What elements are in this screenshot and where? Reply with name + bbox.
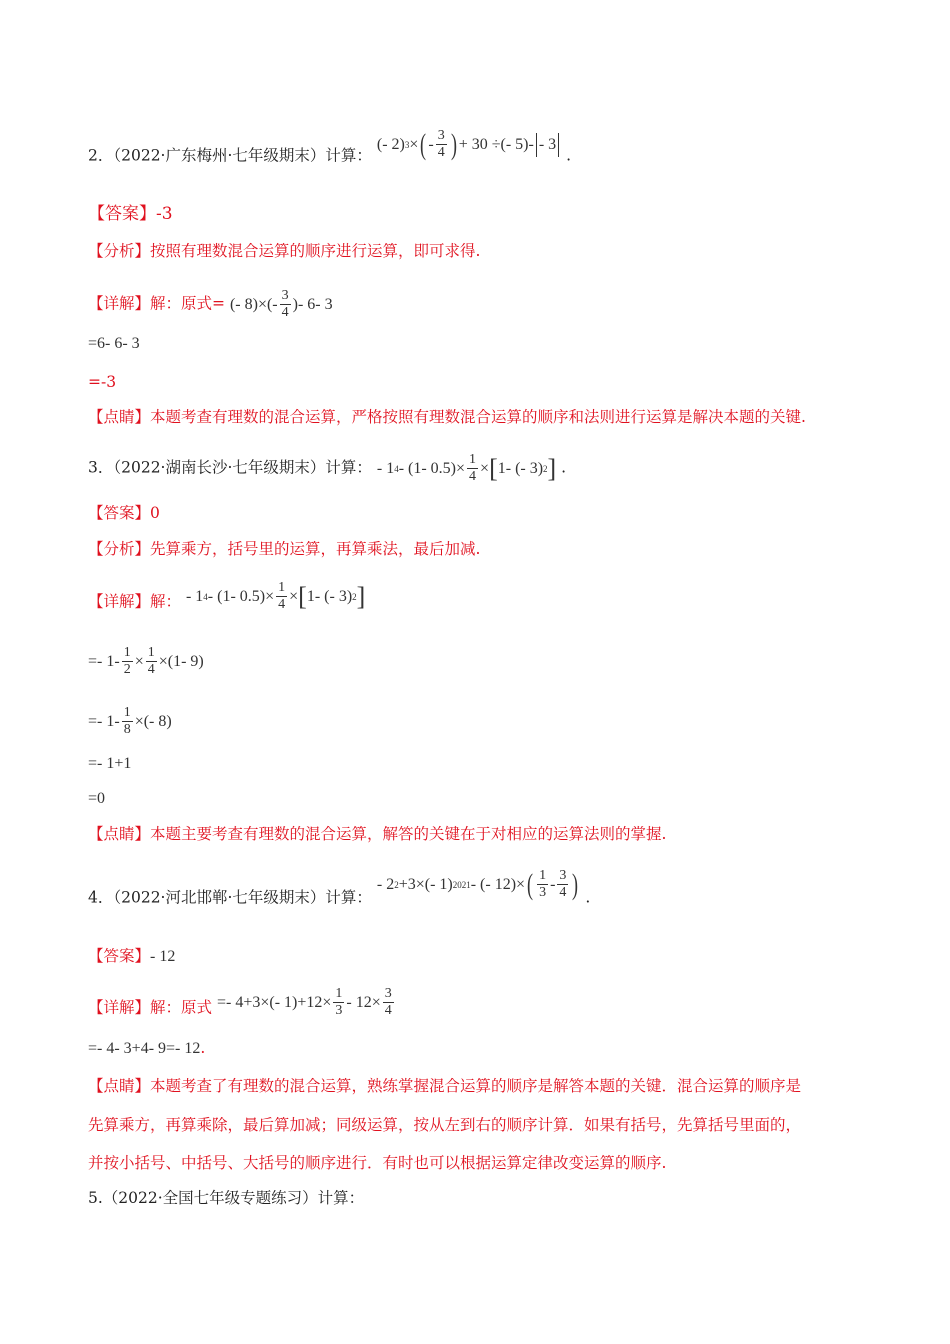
q4-comment-line3: 并按小括号、中括号、大括号的顺序进行．有时也可以根据运算定律改变运算的顺序.	[88, 1154, 667, 1172]
fraction: $\frac{3}{4}$	[384, 986, 392, 1018]
q3-step4: =0	[88, 790, 106, 807]
q3-detail-expression: - 1 4 - (1- 0.5)× $\frac{1}{4}$ × [ 1- (- 3) 2 ]	[185, 580, 366, 612]
fraction: $\frac{1}{4}$	[147, 645, 155, 677]
fraction: $\frac{3}{4}$	[437, 128, 445, 160]
q2-question: 2．（2022·广东梅州·七年级期末）计算： (- 2) 3 × ( - $\frac{3}{4}$ ) + 30 ÷(- 5)- - 3 .	[88, 127, 572, 165]
q4-prefix: 4．（2022·河北邯郸·七年级期末）计算：	[88, 888, 372, 907]
q3-step3: =- 1+1	[88, 755, 132, 772]
fraction: $\frac{1}{4}$	[469, 452, 477, 484]
q3-detail: 【详解】解： - 1 4 - (1- 0.5)× $\frac{1}{4}$ × [ 1- (- 3) 2 ]	[88, 580, 366, 612]
q3-question: 3．（2022·湖南长沙·七年级期末）计算： - 1 4 - (1- 0.5)× $\frac{1}{4}$ × [ 1- (- 3) 2 ] .	[88, 452, 567, 484]
q3-step1: =- 1- $\frac{1}{2}$ × $\frac{1}{4}$ ×(1- 9)	[88, 645, 204, 677]
q2-step3: =-3	[88, 373, 117, 391]
fraction: $\frac{1}{4}$	[278, 580, 286, 612]
fraction: $\frac{1}{3}$	[539, 868, 547, 900]
q2-detail-expression: (- 8)×(- $\frac{3}{4}$ )- 6- 3	[229, 288, 333, 320]
q3-step2: =- 1- $\frac{1}{8}$ ×(- 8)	[88, 705, 172, 737]
q2-prefix: 2．（2022·广东梅州·七年级期末）计算：	[88, 146, 372, 165]
q3-answer: 【答案】0	[88, 504, 160, 522]
q2-analysis: 【分析】按照有理数混合运算的顺序进行运算，即可求得.	[88, 242, 481, 260]
q2-detail: 【详解】解：原式= (- 8)×(- $\frac{3}{4}$ )- 6- 3	[88, 288, 333, 320]
fraction: $\frac{3}{4}$	[281, 288, 289, 320]
fraction: $\frac{1}{3}$	[335, 986, 343, 1018]
q4-comment-line2: 先算乘方，再算乘除，最后算加减；同级运算，按从左到右的顺序计算．如果有括号，先算括号里面的，	[88, 1116, 802, 1134]
q2-comment: 【点睛】本题考查有理数的混合运算，严格按照有理数混合运算的顺序和法则进行运算是解决本题的关键.	[88, 408, 806, 426]
fraction: $\frac{3}{4}$	[559, 868, 567, 900]
q5-question: 5.（2022·全国七年级专题练习）计算：	[88, 1189, 365, 1207]
q4-expression: - 2 2 +3×(- 1) 2021 - (- 12)× ( $\frac{1}{3}$ - $\frac{3}{4}$ )	[376, 867, 579, 901]
q4-answer: 【答案】- 12	[88, 947, 176, 965]
q2-answer: 【答案】-3	[88, 204, 173, 224]
q3-prefix: 3．（2022·湖南长沙·七年级期末）计算：	[88, 458, 372, 477]
fraction: $\frac{1}{8}$	[123, 705, 131, 737]
q4-step2: =- 4- 3+4- 9=- 12.	[88, 1039, 206, 1057]
q4-detail-expression: =- 4+3×(- 1)+12× $\frac{1}{3}$ - 12× $\frac{3}{4}$	[216, 986, 392, 1018]
q4-question: 4．（2022·河北邯郸·七年级期末）计算： - 2 2 +3×(- 1) 2021 - (- 12)× ( $\frac{1}{3}$ - $\frac{3}{4}$ ) .	[88, 867, 591, 907]
q2-expression: (- 2) 3 × ( - $\frac{3}{4}$ ) + 30 ÷(- 5)- - 3	[377, 128, 561, 161]
q2-step2: =6- 6- 3	[88, 335, 140, 352]
q4-comment: 【点睛】本题考查了有理数的混合运算，熟练掌握混合运算的顺序是解答本题的关键．混合运算的顺序是	[88, 1077, 802, 1095]
fraction: $\frac{1}{2}$	[123, 645, 131, 677]
q3-expression: - 1 4 - (1- 0.5)× $\frac{1}{4}$ × [ 1- (- 3) 2 ]	[376, 452, 557, 484]
q4-detail: 【详解】解：原式 =- 4+3×(- 1)+12× $\frac{1}{3}$ - 12× $\frac{3}{4}$	[88, 992, 870, 1025]
q3-comment: 【点睛】本题主要考查有理数的混合运算，解答的关键在于对相应的运算法则的掌握.	[88, 825, 667, 843]
q3-analysis: 【分析】先算乘方，括号里的运算，再算乘法，最后加减.	[88, 540, 481, 558]
